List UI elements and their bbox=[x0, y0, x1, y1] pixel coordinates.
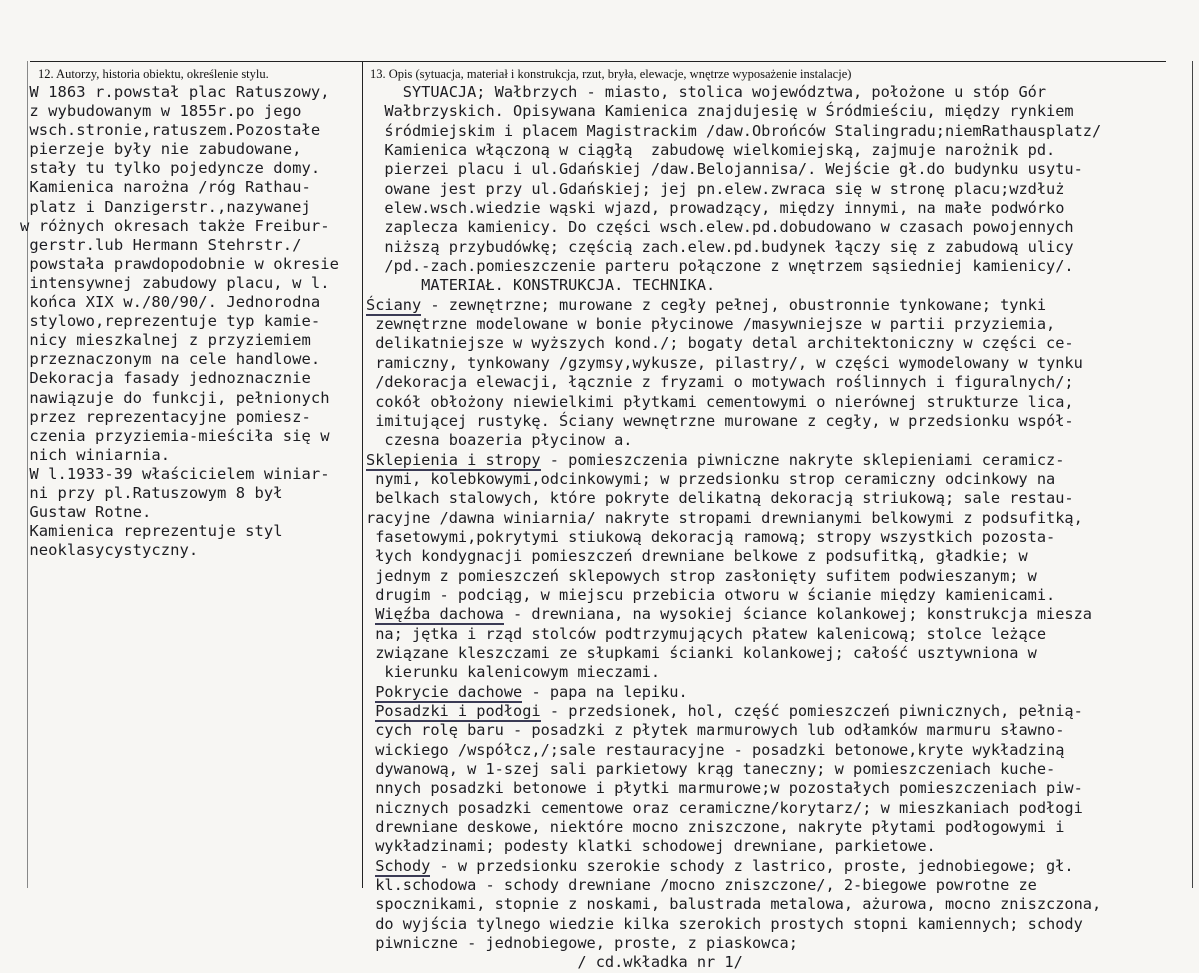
history-text-line: wsch.stronie,ratuszem.Pozostałe bbox=[20, 121, 321, 140]
history-text-line: w różnych okresach także Freibur- bbox=[20, 216, 330, 235]
description-text-line: imitującej rustykę. Ściany wewnętrzne murowane z cegły, w przedsionku współ- bbox=[366, 411, 1074, 430]
history-text-line: nich winiarnia. bbox=[20, 445, 171, 464]
section-heading: Pokrycie dachowe bbox=[375, 682, 523, 701]
history-text-line: intensywnej zabudowy placu, w l. bbox=[20, 273, 330, 292]
description-text-line: zaplecza kamienicy. Do części wsch.elew.pd.dobudowano w czasach powojennych bbox=[366, 218, 1074, 237]
description-text-line: na; jętka i rząd stolców podtrzymujących płatew kalenicową; stolce leżące bbox=[366, 624, 1047, 643]
header-rule bbox=[30, 61, 1166, 62]
history-text-line: W l.1933-39 właścicielem winiar- bbox=[20, 464, 330, 483]
description-text-line: kierunku kalenicowym mieczami. bbox=[366, 663, 661, 682]
description-text-line: ramiczny, tynkowany /gzymsy,wykusze, pilastry/, w części wymodelowany w tynku bbox=[366, 353, 1083, 372]
history-text-line: neoklasycystyczny. bbox=[20, 541, 199, 560]
history-text-line: W 1863 r.powstał plac Ratuszowy, bbox=[20, 83, 330, 101]
description-text-line: zewnętrzne modelowane w bonie płycinowe /masywniejsze w partii przyziemia, bbox=[366, 315, 1056, 334]
description-text-line: drewniane deskowe, niektóre mocno zniszczone, nakryte płytami podłogowymi i bbox=[366, 818, 1065, 837]
history-text-line: Dekoracja fasady jednoznacznie bbox=[20, 369, 311, 388]
description-text-line: /dekoracja elewacji, łącznie z fryzami o motywach roślinnych i figuralnych/; bbox=[366, 373, 1074, 392]
description-text-line: dywanową, w 1-szej sali parkietowy krąg taneczny; w pomieszczeniach kuche- bbox=[366, 760, 1056, 779]
description-text-line: /pd.-zach.pomieszczenie parteru połączone z wnętrzem sąsiedniej kamienicy/. bbox=[366, 257, 1074, 276]
description-text-line: nicznych posadzki cementowe oraz ceramiczne/korytarz/; w mieszkaniach podłogi bbox=[366, 798, 1083, 817]
description-text-line: Wałbrzyskich. Opisywana Kamienica znajdujesię w Śródmieściu, między rynkiem bbox=[366, 102, 1074, 121]
description-text-line: do wyjścia tylnego wiedzie kilka szerokich prostych stopni kamiennych; schody bbox=[366, 914, 1083, 933]
history-column bbox=[20, 83, 360, 560]
description-text-line: Sklepienia i stropy - pomieszczenia piwniczne nakryte sklepieniami ceramicz- bbox=[366, 450, 1065, 469]
description-text-line: owane jest przy ul.Gdańskiej; jej pn.elew.zwraca się w stronę placu;wzdłuż bbox=[366, 179, 1065, 198]
description-text-line: pierzei placu i ul.Gdańskiej /daw.Belojannisa/. Wejście gł.do budynku usytu- bbox=[366, 160, 1083, 179]
description-text-line: piwniczne - jednobiegowe, proste, z piaskowca; bbox=[366, 934, 798, 953]
description-text-line: elew.wsch.wiedzie wąski wjazd, prowadzący, między innymi, na małe podwórko bbox=[366, 199, 1065, 218]
history-text-line: gerstr.lub Hermann Stehrstr./ bbox=[20, 235, 302, 254]
history-text-line: Kamienica reprezentuje styl bbox=[20, 522, 283, 541]
description-text-line: czesna boazeria płycinow a. bbox=[366, 431, 633, 450]
description-text-line: związane kleszczami ze słupkami ścianki kolankowej; całość usztywniona w bbox=[366, 643, 1037, 662]
section-heading: Więźba dachowa bbox=[375, 605, 504, 624]
description-text-line: MATERIAŁ. KONSTRUKCJA. TECHNIKA. bbox=[366, 276, 716, 295]
description-text-line: Więźba dachowa - drewniana, na wysokiej ściance kolankowej; konstrukcja miesza bbox=[375, 605, 1092, 624]
description-text-line: Ściany - zewnętrzne; murowane z cegły pełnej, obustronnie tynkowane; tynki bbox=[366, 295, 1047, 314]
description-text-line: fasetowymi,pokrytymi stiukową dekoracją ramową; stropy wszystkich pozosta- bbox=[366, 527, 1056, 546]
description-text-line: łych kondygnacji pomieszczeń drewniane belkowe z podsufitką, gładkie; w bbox=[366, 547, 1028, 566]
description-text-line: jednym z pomieszczeń sklepowych strop zasłonięty sufitem podwieszanym; w bbox=[366, 566, 1037, 585]
section-heading: Posadzki i podłogi bbox=[375, 702, 541, 720]
history-text-line: pierzeje były nie zabudowane, bbox=[20, 140, 302, 159]
history-text-line: z wybudowanym w 1855r.po jego bbox=[20, 102, 302, 121]
description-text-line: Kamienica włączoną w ciągłą zabudowę wielkomiejską, zajmuje narożnik pd. bbox=[366, 141, 1056, 160]
column-divider bbox=[362, 61, 363, 888]
history-text-line: końca XIX w./80/90/. Jednorodna bbox=[20, 293, 321, 312]
description-text-line: / cd.wkładka nr 1/ bbox=[366, 953, 743, 972]
description-text-line: drugim - podciąg, w miejscu przebicia otworu w ścianie między kamienicami. bbox=[366, 585, 1056, 604]
history-text-line: Gustaw Rotne. bbox=[20, 503, 152, 522]
description-text-line: wykładzinami; podesty klatki schodowej drewniane, parkietowe. bbox=[366, 837, 936, 856]
description-text-line: cokół obłożony niewielkimi płytkami cementowymi o nierównej strukturze lica, bbox=[366, 392, 1074, 411]
description-column bbox=[366, 83, 1196, 973]
history-text-line: nawiązuje do funkcji, pełnionych bbox=[20, 388, 330, 407]
description-text-line: delikatniejsze w wyższych kond./; bogaty detal architektoniczny w części ce- bbox=[366, 334, 1074, 353]
description-text-line: cych rolę baru - posadzki z płytek marmurowych lub odłamków marmuru sławno- bbox=[366, 721, 1065, 740]
description-text-line: Posadzki i podłogi - przedsionek, hol, część pomieszczeń piwnicznych, pełnią- bbox=[375, 702, 1083, 720]
history-text-line: nicy mieszkalnej z przyziemiem bbox=[20, 331, 311, 350]
history-text-line: stylowo,reprezentuje typ kamie- bbox=[20, 312, 321, 331]
section-heading: Schody bbox=[375, 856, 431, 875]
description-text-line: belkach stalowych, które pokryte delikatną dekoracją striukową; sale restau- bbox=[366, 489, 1074, 508]
history-text-line: powstała prawdopodobnie w okresie bbox=[20, 254, 339, 273]
section-13-header: 13. Opis (sytuacja, materiał i konstrukcja, rzut, bryła, elewacje, wnętrze wyposażenie instalacje) bbox=[370, 67, 852, 81]
description-text-line: nnych posadzki betonowe i płytki marmurowe;w pozostałych pomieszczeniach piw- bbox=[366, 779, 1083, 798]
description-text-line: Pokrycie dachowe - papa na lepiku. bbox=[375, 682, 688, 701]
section-heading: Ściany bbox=[366, 295, 422, 314]
history-text-line: przeznaczonym na cele handlowe. bbox=[20, 350, 321, 369]
description-text-line: spocznikami, stopnie z noskami, balustrada metalowa, ażurowa, mocno zniszczona, bbox=[366, 895, 1102, 914]
description-text-line: Schody - w przedsionku szerokie schody z lastrico, proste, jednobiegowe; gł. bbox=[375, 856, 1074, 875]
description-text-line: niższą przybudówkę; częścią zach.elew.pd.budynek łączy się z zabudową ulicy bbox=[366, 237, 1074, 256]
history-text-line: czenia przyziemia-mieściła się w bbox=[20, 426, 330, 445]
history-text-line: stały tu tylko pojedyncze domy. bbox=[20, 159, 321, 178]
history-text-line: ni przy pl.Ratuszowym 8 był bbox=[20, 483, 283, 502]
description-text-line: racyjne /dawna winiarnia/ nakryte stropami drewnianymi belkowymi z podsufitką, bbox=[366, 508, 1083, 527]
description-text-line: nymi, kolebkowymi,odcinkowymi; w przedsionku strop ceramiczny odcinkowy na bbox=[366, 469, 1056, 488]
description-text-line: wickiego /współcz,/;sale restauracyjne - posadzki betonowe,kryte wykładziną bbox=[366, 740, 1065, 759]
history-text-line: przez reprezentacyjne pomiesz- bbox=[20, 407, 311, 426]
history-text-line: Kamienica narożna /róg Rathau- bbox=[20, 178, 311, 197]
section-heading: Sklepienia i stropy bbox=[366, 450, 541, 469]
history-text-line: platz i Danzigerstr.,nazywanej bbox=[20, 197, 311, 216]
description-text-line: śródmiejskim i placem Magistrackim /daw.Obrońców Stalingradu;niemRathausplatz/ bbox=[366, 121, 1102, 140]
section-12-header: 12. Autorzy, historia obiektu, określenie stylu. bbox=[38, 67, 269, 81]
description-text-line: SYTUACJA; Wałbrzych - miasto, stolica województwa, położone u stóp Gór bbox=[366, 83, 1047, 101]
description-text-line: kl.schodowa - schody drewniane /mocno zniszczone/, 2-biegowe powrotne ze bbox=[366, 876, 1037, 895]
